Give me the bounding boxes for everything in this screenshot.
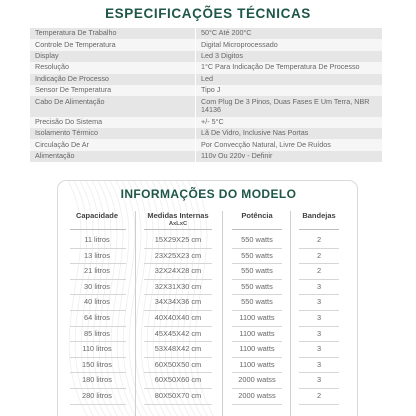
cell-bandejas: 2	[316, 235, 322, 244]
header-medidas: Medidas Internas	[147, 211, 209, 220]
cell-potencia: 1100 watts	[239, 344, 275, 354]
cell-bandejas: 2	[316, 250, 322, 260]
spec-row	[30, 117, 382, 128]
spec-title: ESPECIFICAÇÕES TÉCNICAS	[105, 6, 311, 21]
cell-potencia: 550 watts	[241, 281, 273, 291]
cell-potencia: 550 watts	[241, 297, 273, 307]
spec-row	[30, 39, 382, 50]
cell-potencia: 550 watts	[241, 250, 273, 260]
cell-capacidade: 150 litros	[82, 359, 112, 369]
cell-capacidade: 85 litros	[84, 328, 110, 338]
header-medidas-sub: AxLxC	[168, 221, 188, 227]
cell-bandejas: 3	[316, 375, 322, 385]
spec-label: Alimentação	[30, 151, 196, 162]
cell-bandejas: 2	[316, 390, 322, 400]
cell-capacidade: 30 litros	[84, 281, 110, 291]
cell-medidas: 32X31X30 cm	[154, 281, 202, 291]
spec-label: Resolução	[30, 62, 196, 73]
model-row	[58, 389, 358, 405]
cell-medidas: 40X40X40 cm	[154, 312, 202, 322]
spec-row	[30, 74, 382, 85]
spec-value: Digital Microprocessado	[201, 39, 278, 49]
spec-value: Tipo J	[201, 85, 221, 95]
header-rule	[232, 229, 282, 230]
spec-row	[30, 62, 382, 73]
spec-table	[30, 28, 382, 162]
spec-label: Precisão Do Sistema	[30, 117, 196, 128]
cell-bandejas: 2	[316, 266, 322, 276]
row-divider	[144, 404, 212, 405]
cell-medidas: 34X34X36 cm	[154, 297, 202, 307]
cell-medidas: 60X50X60 cm	[154, 375, 202, 385]
model-row	[58, 342, 358, 358]
cell-bandejas: 3	[316, 359, 322, 369]
cell-bandejas: 3	[316, 281, 322, 291]
spec-value: Lã De Vidro, Inclusive Nas Portas	[201, 128, 309, 138]
model-title: INFORMAÇÕES DO MODELO	[120, 187, 297, 201]
header-rule	[299, 229, 339, 230]
header-potencia: Potência	[241, 211, 273, 220]
spec-label: Indicação De Processo	[30, 74, 196, 85]
header-rule	[144, 229, 212, 230]
cell-medidas: 23X25X23 cm	[154, 250, 202, 260]
cell-medidas: 45X45X42 cm	[154, 328, 202, 338]
spec-label: Temperatura De Trabalho	[30, 28, 196, 39]
spec-value: 50°C Até 200°C	[201, 28, 252, 38]
model-row	[58, 358, 358, 374]
cell-potencia: 1100 watts	[239, 312, 275, 322]
row-divider	[232, 404, 282, 405]
row-divider	[70, 404, 126, 405]
spec-value: Led 3 Digitos	[201, 51, 243, 61]
cell-bandejas: 3	[316, 312, 322, 322]
cell-capacidade: 11 litros	[84, 235, 110, 244]
spec-value: 110v Ou 220v - Definir	[201, 151, 273, 160]
model-row	[58, 295, 358, 311]
model-row	[58, 373, 358, 389]
spec-label: Circulação De Ar	[30, 139, 196, 150]
spec-row	[30, 28, 382, 39]
spec-row	[30, 139, 382, 150]
cell-bandejas: 3	[316, 297, 322, 307]
cell-medidas: 15X29X25 cm	[154, 235, 202, 244]
spec-label: Isolamento Térmico	[30, 128, 196, 139]
spec-label: Sensor De Temperatura	[30, 85, 196, 96]
header-bandejas: Bandejas	[302, 211, 336, 220]
spec-row	[30, 151, 382, 162]
cell-potencia: 550 watts	[241, 266, 273, 276]
cell-capacidade: 40 litros	[84, 297, 110, 307]
model-info-box	[57, 180, 358, 416]
cell-medidas: 53X48X42 cm	[154, 344, 202, 354]
cell-medidas: 60X50X50 cm	[154, 359, 202, 369]
cell-medidas: 80X50X70 cm	[154, 390, 202, 400]
spec-value: Com Plug De 3 Pinos, Duas Fases E Um Terra, NBR 14136	[201, 96, 370, 115]
cell-potencia: 1100 watts	[239, 359, 275, 369]
cell-capacidade: 21 litros	[84, 266, 110, 276]
cell-medidas: 32X24X28 cm	[154, 266, 202, 276]
model-row	[58, 280, 358, 296]
model-row	[58, 249, 358, 265]
model-row	[58, 264, 358, 280]
cell-potencia: 2000 watss	[238, 375, 276, 385]
header-rule	[70, 229, 126, 230]
spec-row	[30, 128, 382, 139]
model-row	[58, 327, 358, 343]
cell-potencia: 550 watts	[241, 235, 273, 244]
cell-capacidade: 110 litros	[82, 344, 112, 354]
spec-value: Led	[201, 73, 213, 83]
spec-value: 1°C Para Indicação De Temperatura De Processo	[201, 62, 360, 72]
spec-label: Controle De Temperatura	[30, 39, 196, 50]
model-row	[58, 233, 358, 249]
cell-potencia: 1100 watts	[239, 328, 275, 338]
spec-label: Cabo De Alimentação	[30, 96, 196, 116]
spec-row	[30, 85, 382, 96]
cell-bandejas: 3	[316, 344, 322, 354]
cell-capacidade: 180 litros	[82, 375, 112, 385]
cell-bandejas: 3	[316, 328, 322, 338]
spec-label: Display	[30, 51, 196, 62]
spec-value: +/- 5°C	[201, 116, 224, 126]
header-capacidade: Capacidade	[75, 211, 119, 220]
model-row	[58, 311, 358, 327]
model-rows	[58, 233, 358, 405]
cell-capacidade: 13 litros	[84, 250, 110, 260]
row-divider	[299, 404, 339, 405]
spec-row	[30, 96, 382, 116]
cell-capacidade: 280 litros	[82, 390, 112, 400]
spec-value: Por Convecção Natural, Livre De Ruídos	[201, 139, 331, 149]
cell-capacidade: 64 litros	[84, 312, 110, 322]
cell-potencia: 2000 watss	[238, 390, 276, 400]
spec-row	[30, 51, 382, 62]
